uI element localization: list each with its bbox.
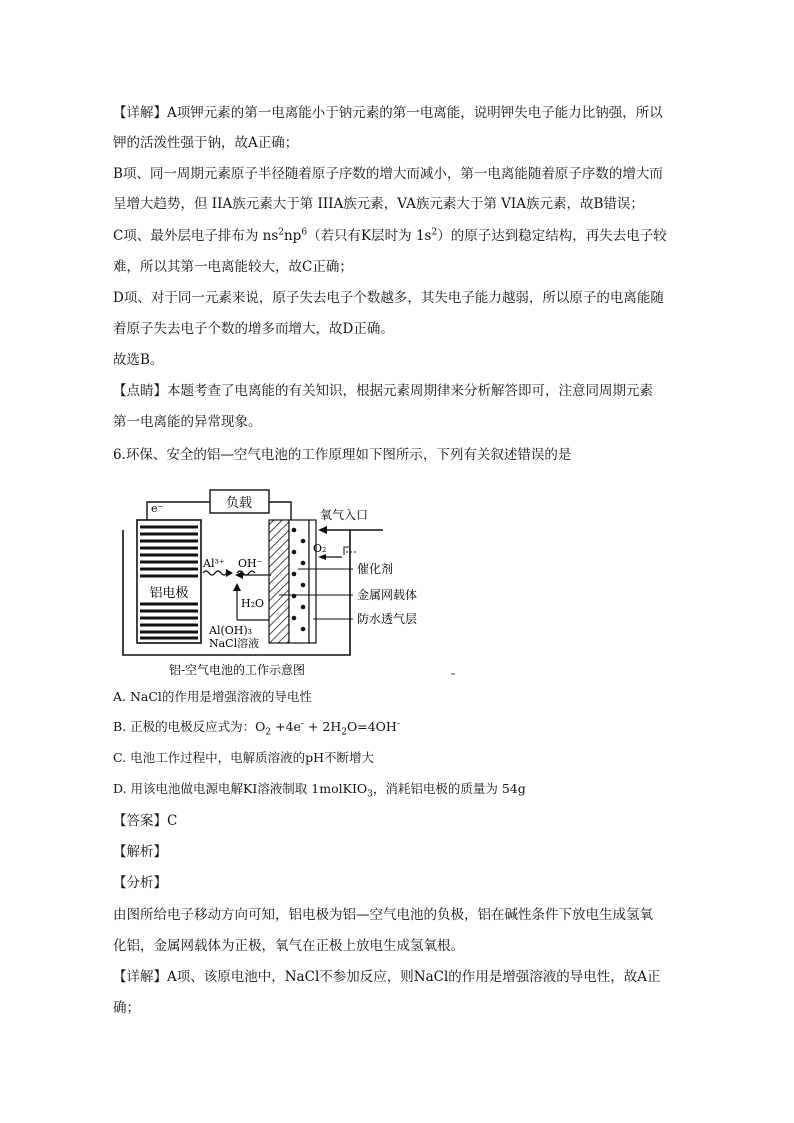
detail-line1: 【详解】A项、该原电池中，NaCl不参加反应，则NaCl的作用是增强溶液的导电性，故A正	[113, 969, 661, 985]
aloh3-label: Al(OH)₃	[209, 624, 253, 637]
al-electrode-label: 铝电极	[149, 586, 189, 601]
figure-caption: 铝-空气电池的工作示意图	[169, 663, 306, 677]
option-d: D. 用该电池做电源电解KI溶液制取 1molKIO$_3$，消耗铝电极的质量为 54g	[113, 781, 526, 800]
oxygen-inlet-label: 氧气入口	[320, 508, 369, 522]
battery-diagram	[113, 485, 458, 680]
load-label: 负载	[225, 496, 253, 511]
q5-c-line2: 难，所以其第一电离能较大，故C正确；	[113, 259, 353, 275]
q5-point-line2: 第一电离能的异常现象。	[113, 414, 262, 430]
catalyst-label: 催化剂	[357, 562, 394, 576]
analysis-line2: 化铝，金属网载体为正极，氧气在正极上放电生成氢氧根。	[113, 938, 464, 954]
catalyst-layer	[289, 520, 309, 643]
jiexi-heading: 【解析】	[113, 844, 167, 860]
waterproof-layer	[309, 520, 316, 643]
metal-mesh	[269, 520, 289, 643]
answer-line: 【答案】C	[113, 813, 178, 829]
oh-label: OH⁻	[238, 557, 263, 570]
q5-d-line1: D项、对于同一元素来说，原子失去电子个数越多，其失电子能力越弱，所以原子的电离能随	[113, 290, 664, 306]
layer-label: 防水透气层	[357, 612, 418, 626]
q6-stem: 6.环保、安全的铝—空气电池的工作原理如下图所示，下列有关叙述错误的是	[113, 447, 572, 463]
option-a: A. NaCl的作用是增强溶液的导电性	[113, 689, 312, 704]
q5-c-line1: C项、最外层电子排布为 $ns^2np^6$（若只有K层时为 $1s^2$）的原子达到稳定结构，再失去电子较	[113, 227, 667, 244]
q5-choose: 故选B。	[113, 352, 164, 368]
q5-point-line1: 【点睛】本题考查了电离能的有关知识，根据元素周期律来分析解答即可，注意同周期元素	[113, 383, 653, 399]
option-c: C. 电池工作过程中，电解质溶液的pH不断增大	[113, 750, 374, 765]
h2o-label: H₂O	[241, 597, 265, 610]
q5-detail-a-line2: 钾的活泼性强于钠，故A正确；	[113, 135, 299, 151]
q5-detail-a-line1: 【详解】A项钾元素的第一电离能小于钠元素的第一电离能，说明钾失电子能力比钠强，所以	[113, 105, 663, 121]
nacl-label: NaCl溶液	[209, 637, 260, 650]
q5-d-line2: 着原子失去电子个数的增多而增大，故D正确。	[113, 321, 394, 337]
mesh-label: 金属网载体	[357, 588, 418, 602]
fenxi-heading: 【分析】	[113, 875, 167, 891]
detail-line2: 确；	[113, 1000, 140, 1016]
analysis-line1: 由图所给电子移动方向可知，铝电极为铝—空气电池的负极，铝在碱性条件下放电生成氢氧	[113, 907, 653, 923]
q5-b-line1: B项、同一周期元素原子半径随着原子序数的增大而减小，第一电离能随着原子序数的增大而	[113, 166, 663, 182]
electron-label: e⁻	[151, 502, 164, 515]
al3-label: Al³⁺	[203, 557, 225, 570]
option-b: B. 正极的电极反应式为：$O_2 +4e^- + 2H_2O=4OH^-$	[113, 718, 400, 738]
o2-label: O₂	[313, 542, 327, 555]
q5-b-line2: 呈增大趋势，但 IIA族元素大于第 IIIA族元素，VA族元素大于第 VIA族元素，故B错误；	[113, 196, 644, 212]
